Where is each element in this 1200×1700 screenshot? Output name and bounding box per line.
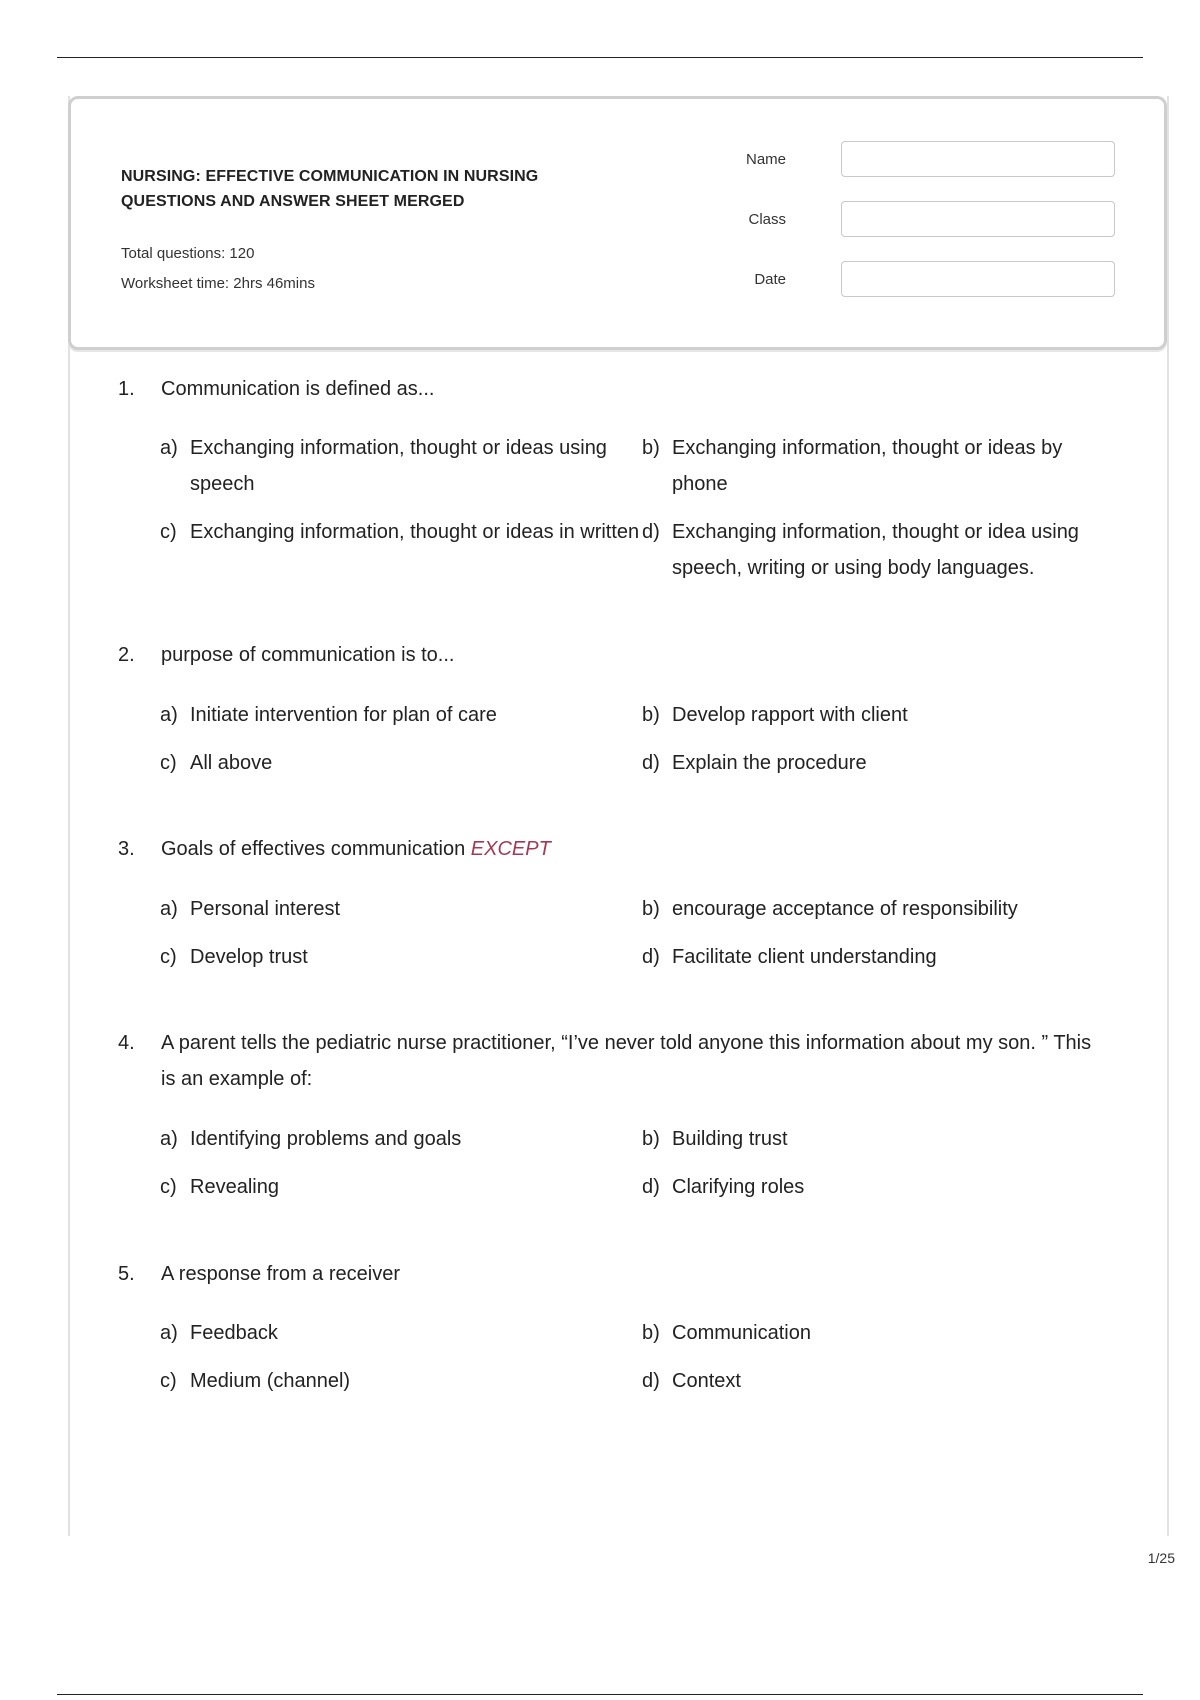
option-b[interactable] [642,430,1100,502]
question-1 [118,371,1118,407]
option-letter: c) [160,752,177,774]
total-questions: Total questions: 120 [121,245,255,262]
option-d[interactable] [642,939,1100,975]
option-b[interactable] [642,697,1100,733]
option-a[interactable] [160,891,642,927]
option-letter: a) [160,1322,178,1344]
option-d[interactable] [642,1169,1100,1205]
question-emphasis: EXCEPT [470,838,551,860]
option-d[interactable] [642,745,1100,781]
option-letter: c) [160,946,177,968]
option-text: Medium (channel) [190,1370,351,1392]
question-4-options [160,1121,1100,1217]
question-text: Goals of effectives communication [161,838,466,860]
option-text: Building trust [672,1128,788,1150]
option-a[interactable] [160,697,642,733]
option-letter: b) [642,437,660,459]
class-label: Class [748,211,786,228]
question-5 [118,1256,1118,1292]
option-letter: b) [642,898,660,920]
class-input[interactable] [841,201,1115,237]
option-text: Feedback [190,1322,278,1344]
option-text: Communication [672,1322,811,1344]
option-letter: d) [642,1370,660,1392]
option-c[interactable] [160,514,642,586]
option-letter: c) [160,1370,177,1392]
question-3-options [160,891,1100,987]
option-letter: a) [160,704,178,726]
option-letter: d) [642,752,660,774]
option-text: Revealing [190,1176,279,1198]
question-number: 5. [118,1263,135,1285]
option-c[interactable] [160,939,642,975]
option-letter: c) [160,1176,177,1198]
option-letter: d) [642,1176,660,1198]
date-input[interactable] [841,261,1115,297]
option-c[interactable] [160,745,642,781]
option-b[interactable] [642,891,1100,927]
option-text: Explain the procedure [672,752,867,774]
option-letter: d) [642,521,660,543]
option-text: Exchanging information, thought or ideas using speech [190,437,607,495]
option-c[interactable] [160,1363,642,1399]
option-text: Exchanging information, thought or idea using speech, writing or using body languages. [672,521,1079,579]
date-label: Date [754,271,786,288]
option-text: Develop trust [190,946,308,968]
option-text: Exchanging information, thought or ideas by phone [672,437,1063,495]
question-text: A parent tells the pediatric nurse practitioner, “I’ve never told anyone this information about my son. ” This is an example of: [161,1032,1092,1090]
option-text: All above [190,752,273,774]
option-letter: a) [160,1128,178,1150]
option-b[interactable] [642,1121,1100,1157]
option-b[interactable] [642,1315,1100,1351]
option-letter: b) [642,704,660,726]
option-letter: b) [642,1128,660,1150]
bottom-rule [57,1694,1143,1695]
option-text: Context [672,1370,741,1392]
question-2 [118,637,1118,673]
question-text: purpose of communication is to... [161,644,455,666]
option-letter: a) [160,437,178,459]
question-number: 3. [118,838,135,860]
question-4 [118,1025,1118,1097]
question-number: 1. [118,378,135,400]
option-text: encourage acceptance of responsibility [672,898,1018,920]
name-input[interactable] [841,141,1115,177]
option-letter: c) [160,521,177,543]
option-text: Identifying problems and goals [190,1128,462,1150]
worksheet-time: Worksheet time: 2hrs 46mins [121,275,315,292]
option-letter: b) [642,1322,660,1344]
option-c[interactable] [160,1169,642,1205]
option-text: Initiate intervention for plan of care [190,704,497,726]
name-label: Name [745,151,786,168]
question-2-options [160,697,1100,793]
question-text: Communication is defined as... [161,378,435,400]
question-5-options [160,1315,1100,1411]
option-a[interactable] [160,430,642,502]
question-number: 4. [118,1032,135,1054]
option-text: Exchanging information, thought or ideas in written [190,521,640,543]
page-indicator: 1/25 [1147,1550,1175,1566]
question-number: 2. [118,644,135,666]
option-d[interactable] [642,514,1100,586]
option-letter: a) [160,898,178,920]
option-letter: d) [642,946,660,968]
top-rule [57,57,1143,58]
option-a[interactable] [160,1315,642,1351]
question-3 [118,831,1118,867]
option-text: Personal interest [190,898,341,920]
option-text: Facilitate client understanding [672,946,937,968]
option-text: Develop rapport with client [672,704,908,726]
worksheet-title: NURSING: EFFECTIVE COMMUNICATION IN NURSING QUESTIONS AND ANSWER SHEET MERGED [121,168,539,210]
question-text: A response from a receiver [161,1263,400,1285]
worksheet-header [68,96,1167,350]
question-1-options [160,430,1100,598]
option-a[interactable] [160,1121,642,1157]
option-text: Clarifying roles [672,1176,805,1198]
option-d[interactable] [642,1363,1100,1399]
